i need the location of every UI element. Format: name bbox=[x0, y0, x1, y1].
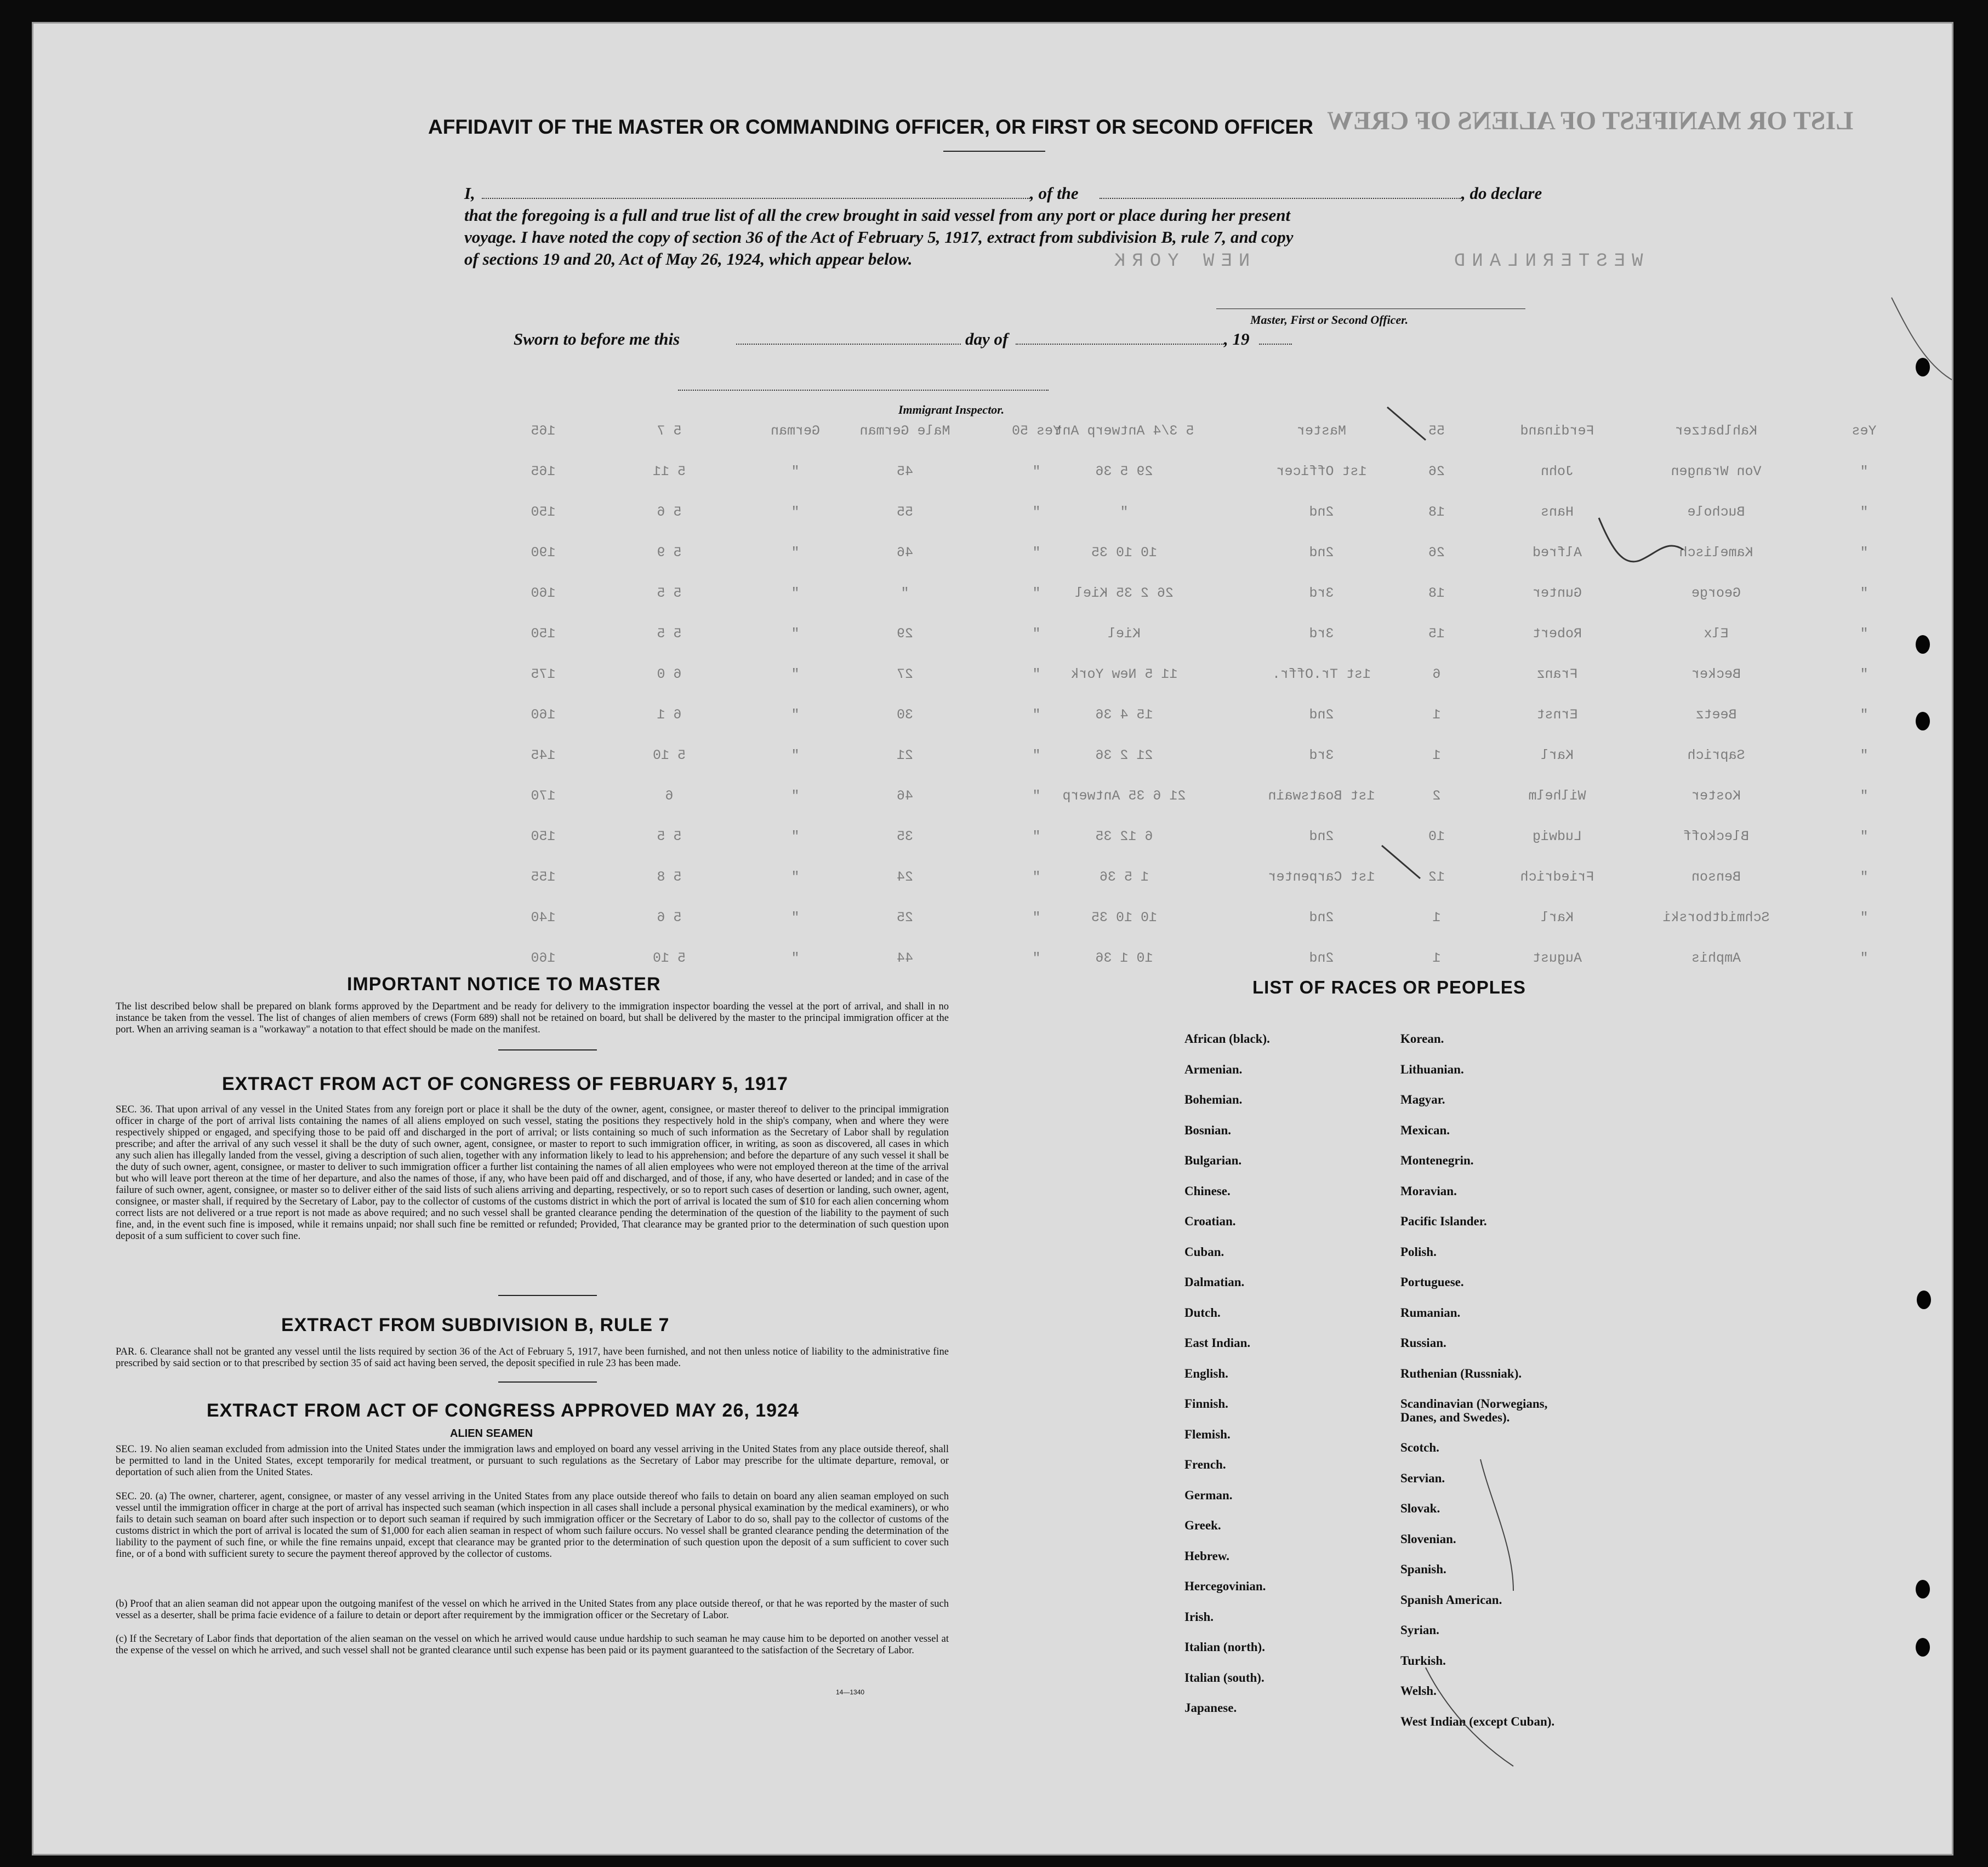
bleed-cell: Franz bbox=[1536, 666, 1578, 682]
race-item: Danes, and Swedes). bbox=[1400, 1410, 1510, 1424]
race-item: Lithuanian. bbox=[1400, 1062, 1464, 1076]
bleed-cell: 5 5 bbox=[657, 626, 682, 642]
extract-1924-sec20c: (c) If the Secretary of Labor finds that deportation of the alien seaman on the vessel on which he arrived would cause undue hardship to such seaman he may cause him to be deported on another vessel at the expense of the vessel on which he arrived, and such vessel shall not be granted clearance until such expense has been paid or its payment guaranteed to the satisfaction of the Secretary of Labor. bbox=[116, 1634, 949, 1656]
bleed-cell: Saprich bbox=[1687, 747, 1745, 763]
bleed-cell: August bbox=[1532, 950, 1582, 966]
rule7-title: EXTRACT FROM SUBDIVISION B, RULE 7 bbox=[281, 1315, 670, 1335]
bleed-cell: 6 12 35 bbox=[1095, 829, 1153, 844]
extract-1924-sec20b: (b) Proof that an alien seaman did not appear upon the outgoing manifest of the vessel on which he arrived in the United States from any place outside thereof, or that he was reported by the master of such vessel as a deserter, shall be prima facie evidence of a failure to detain or deport after requirement by the immigration officer or the Secretary of Labor. bbox=[116, 1598, 949, 1621]
bleed-cell: 15 4 36 bbox=[1095, 707, 1153, 723]
bleed-cell: Kiel bbox=[1107, 626, 1141, 642]
bleed-cell: 5 9 bbox=[657, 545, 682, 561]
manifest-sheet bbox=[32, 22, 1953, 1855]
bleed-cell: " bbox=[1860, 747, 1869, 763]
bleed-cell: 5 6 bbox=[657, 910, 682, 926]
race-item: Moravian. bbox=[1400, 1184, 1457, 1198]
bleed-cell: 3rd bbox=[1309, 585, 1334, 601]
bleed-cell: " bbox=[1032, 545, 1041, 561]
extract-1917-title: EXTRACT FROM ACT OF CONGRESS OF FEBRUARY 5, 1917 bbox=[222, 1074, 788, 1094]
bleed-cell: 6 bbox=[665, 788, 674, 804]
bleed-cell: 5 7 bbox=[657, 423, 682, 439]
bleed-cell: 55 bbox=[1428, 423, 1445, 439]
bleed-cell: " bbox=[791, 585, 800, 601]
bleed-cell: 2nd bbox=[1309, 950, 1334, 966]
bleed-cell: Becker bbox=[1691, 666, 1741, 682]
race-item: Turkish. bbox=[1400, 1653, 1446, 1668]
affidavit-of-the: , of the bbox=[1030, 184, 1079, 203]
bleed-cell: 1st Officer bbox=[1276, 464, 1367, 479]
extract-1924-title: EXTRACT FROM ACT OF CONGRESS APPROVED MAY 26, 1924 bbox=[207, 1400, 799, 1421]
bleed-cell: Buchole bbox=[1687, 504, 1745, 520]
extract-1924-sec19: SEC. 19. No alien seaman excluded from admission into the United States under the immigration laws and employed on board any vessel arriving in the United States from any place outside thereof, shall be permitted to land in the United States, except temporarily for medical treatment, or pursuant to such regulations as the Secretary of Labor may prescribe for the ultimate departure, removal, or deportation of such alien from the United States. bbox=[116, 1444, 949, 1478]
race-item: Scandinavian (Norwegians, bbox=[1400, 1397, 1548, 1411]
bleed-cell: " bbox=[901, 585, 909, 601]
bleed-cell: 160 bbox=[531, 585, 556, 601]
bleed-cell: " bbox=[1032, 707, 1041, 723]
bleed-cell: " bbox=[791, 707, 800, 723]
bleed-cell: Karl bbox=[1540, 910, 1574, 926]
bleed-cell: 5 3/4 Antwerp Ant bbox=[1054, 423, 1194, 439]
bleed-cell: 21 2 36 bbox=[1095, 747, 1153, 763]
punch-hole bbox=[1917, 1291, 1931, 1309]
race-item: French. bbox=[1184, 1458, 1226, 1471]
bleed-cell: 46 bbox=[896, 545, 914, 561]
bleed-cell: " bbox=[1032, 626, 1041, 642]
bleed-cell: Von Wrangen bbox=[1671, 464, 1762, 479]
bleed-cell: 145 bbox=[531, 747, 556, 763]
bleed-cell: 26 2 35 Kiel bbox=[1074, 585, 1174, 601]
bleed-cell: " bbox=[1032, 464, 1041, 479]
race-item: Japanese. bbox=[1184, 1701, 1237, 1715]
sworn-text: Sworn to before me this bbox=[514, 329, 680, 349]
race-item: Armenian. bbox=[1184, 1062, 1243, 1076]
race-item: Rumanian. bbox=[1400, 1305, 1461, 1320]
bleed-cell: 5 6 bbox=[657, 504, 682, 520]
bleed-cell: 26 bbox=[1428, 464, 1445, 479]
race-item: Flemish. bbox=[1184, 1427, 1231, 1441]
sworn-year: , 19 bbox=[1224, 329, 1250, 349]
form-number: 14—1340 bbox=[836, 1688, 865, 1696]
race-item: German. bbox=[1184, 1488, 1233, 1502]
bleed-cell: " bbox=[1032, 504, 1041, 520]
race-item: Hercegovinian. bbox=[1184, 1579, 1266, 1593]
bleed-cell: 140 bbox=[531, 910, 556, 926]
bleed-cell: " bbox=[1860, 666, 1869, 682]
master-caption: Master, First or Second Officer. bbox=[1250, 313, 1409, 327]
bleed-cell: 160 bbox=[531, 707, 556, 723]
bleed-cell: 44 bbox=[896, 950, 914, 966]
affidavit-line2: that the foregoing is a full and true list of all the crew brought in said vessel from any port or place during her present bbox=[464, 205, 1291, 225]
race-item: Ruthenian (Russniak). bbox=[1400, 1366, 1522, 1380]
bleed-cell: 2nd bbox=[1309, 545, 1334, 561]
bleed-vessel: WESTERNLAND bbox=[1448, 251, 1643, 272]
race-item: East Indian. bbox=[1184, 1336, 1251, 1350]
punch-hole bbox=[1916, 635, 1930, 654]
bleed-cell: 26 bbox=[1428, 545, 1445, 561]
bleed-cell: 1 bbox=[1432, 910, 1441, 926]
bleed-cell: 10 10 35 bbox=[1091, 910, 1158, 926]
race-item: Montenegrin. bbox=[1400, 1154, 1474, 1167]
race-item: African (black). bbox=[1184, 1032, 1270, 1046]
bleed-cell: " bbox=[1032, 666, 1041, 682]
race-item: Croatian. bbox=[1184, 1214, 1236, 1228]
bleed-cell: 2nd bbox=[1309, 504, 1334, 520]
bleed-cell: " bbox=[1032, 747, 1041, 763]
bleed-cell: 35 bbox=[896, 829, 914, 844]
bleed-cell: " bbox=[791, 829, 800, 844]
bleed-cell: Alfred bbox=[1532, 545, 1582, 561]
bleed-cell: 1 bbox=[1432, 747, 1441, 763]
race-item: Pacific Islander. bbox=[1400, 1214, 1487, 1228]
bleed-cell: 5 5 bbox=[657, 829, 682, 844]
bleed-cell: 190 bbox=[531, 545, 556, 561]
race-item: Finnish. bbox=[1184, 1397, 1228, 1411]
race-item: Korean. bbox=[1400, 1032, 1444, 1046]
bleed-cell: " bbox=[1860, 626, 1869, 642]
bleed-cell: Kamelisch bbox=[1679, 545, 1753, 561]
bleed-cell: 55 bbox=[896, 504, 914, 520]
bleed-cell: Bleckoff bbox=[1683, 829, 1750, 844]
bleed-cell: 1 bbox=[1432, 950, 1441, 966]
alien-seamen-subtitle: ALIEN SEAMEN bbox=[450, 1428, 533, 1440]
race-item: West Indian (except Cuban). bbox=[1400, 1714, 1555, 1728]
race-item: Spanish American. bbox=[1400, 1592, 1502, 1607]
bleed-cell: 21 bbox=[896, 747, 914, 763]
bleed-cell: 2 bbox=[1432, 788, 1441, 804]
rule7-text: PAR. 6. Clearance shall not be granted any vessel until the lists required by section 36 of the Act of February 5, 1917, have been furnished, and not then unless notice of liability to the administrative fine prescribed by said section or to that prescribed by section 35 of said act having been served, the deposit specified in rule 23 has been made. bbox=[116, 1346, 949, 1369]
bleed-cell: Elx bbox=[1704, 626, 1729, 642]
bleed-cell: 1st Tr.Offr. bbox=[1272, 666, 1371, 682]
notice-title: IMPORTANT NOTICE TO MASTER bbox=[347, 974, 661, 995]
race-item: Italian (south). bbox=[1184, 1670, 1264, 1685]
bleed-cell: Ferdinand bbox=[1520, 423, 1594, 439]
inspector-caption: Immigrant Inspector. bbox=[898, 403, 1005, 416]
bleed-cell: 5 10 bbox=[652, 747, 686, 763]
bleed-cell: 29 bbox=[896, 626, 914, 642]
bleed-cell: " bbox=[791, 747, 800, 763]
punch-hole bbox=[1916, 1638, 1930, 1657]
bleed-cell: 5 11 bbox=[652, 464, 686, 479]
race-item: Chinese. bbox=[1184, 1184, 1231, 1198]
bleed-cell: 10 bbox=[1428, 829, 1445, 844]
bleed-cell: 5 10 bbox=[652, 950, 686, 966]
bleed-cell: 155 bbox=[531, 869, 556, 885]
bleed-cell: 175 bbox=[531, 666, 556, 682]
race-item: Mexican. bbox=[1400, 1123, 1450, 1137]
extract-1924-sec20a: SEC. 20. (a) The owner, charterer, agent, consignee, or master of any vessel arriving in the United States from any place outside thereof who fails to detain on board any alien seaman employed on such vessel until the immigration officer in charge at the port of arrival has inspected such seaman (which inspection in all cases shall include a personal physical examination by the medical examiners), or who fails to detain such seaman on board after such inspection or to deport such seaman if required by such immigration officer or the Secretary of Labor to do so, shall pay to the collector of customs of the customs district in which the port of arrival is located the sum of $1,000 for each alien seaman in respect of whom such failure occurs. No vessel shall be granted clearance pending the determination of the liability to the payment of such fine, or while the fine remains unpaid, except that clearance may be granted prior to the determination of such question upon the deposit of a sum sufficient to cover such fine, or of a bond with sufficient surety to secure the payment thereof approved by the collector of customs. bbox=[116, 1491, 949, 1560]
punch-hole bbox=[1916, 712, 1930, 730]
extract-1917-text: SEC. 36. That upon arrival of any vessel in the United States from any foreign port or place it shall be the duty of the owner, agent, consignee, or master thereof to deliver to the principal immigration officer in charge of the port of arrival lists containing the names of all aliens employed on such vessel, stating the positions they respectively hold in the ship's company, when and where they were respectively shipped or engaged, and specifying those to be paid off and discharged in the port of arrival; or lists containing so much of such information as the Secretary of Labor shall by regulation prescribe; and after the arrival of any such vessel it shall be the duty of such owner, agent, consignee, or master to report to such immigration officer, in writing, as soon as discovered, all cases in which any such alien has illegally landed from the vessel, giving a description of such alien, together with any information likely to lead to his apprehension; and before the departure of any such vessel it shall be the duty of such owner, agent, consignee, or master to deliver to such immigration officer a further list containing the names of all alien employees who were not employed thereon at the time of the arrival but who will leave port thereon at the time of her departure, and also the names of those, if any, who have been paid off and discharged, and of those, if any, who have deserted or landed; and in case of the failure of such owner, agent, consignee, or master so to deliver either of the said lists of such aliens arriving and departing, respectively, or so to report such cases of desertion or landing, such owner, agent, consignee, or master shall, if required by the Secretary of Labor, pay to the collector of customs of the customs district in which the port of arrival is located the sum of $10 for each alien concerning whom correct lists are not delivered or a true report is not made as above required; and no such vessel shall be granted clearance pending the determination of the question of the liability to the payment of such fine, and, in the event such fine is imposed, while it remains unpaid; nor shall such fine be remitted or refunded; Provided, That clearance may be granted prior to the determination of such question upon deposit of a sum sufficient to cover such fine. bbox=[116, 1104, 949, 1242]
race-item: Welsh. bbox=[1400, 1684, 1437, 1698]
bleed-cell: 10 10 35 bbox=[1091, 545, 1158, 561]
affidavit-i: I, bbox=[464, 184, 475, 203]
bleed-cell: 6 0 bbox=[657, 666, 682, 682]
race-item: Servian. bbox=[1400, 1471, 1445, 1485]
bleed-cell: 30 bbox=[896, 707, 914, 723]
bleed-cell: " bbox=[1860, 464, 1869, 479]
bleed-cell: " bbox=[1032, 910, 1041, 926]
race-item: Italian (north). bbox=[1184, 1640, 1265, 1654]
race-item: Greek. bbox=[1184, 1518, 1221, 1532]
bleed-header: LIST OR MANIFEST OF ALIENS OF CREW bbox=[1327, 106, 1854, 135]
bleed-cell: Benson bbox=[1691, 869, 1741, 885]
bleed-cell: 11 5 New York bbox=[1070, 666, 1178, 682]
bleed-cell: " bbox=[1860, 788, 1869, 804]
race-item: Portuguese. bbox=[1400, 1275, 1464, 1289]
bleed-cell: " bbox=[1860, 869, 1869, 885]
bleed-cell: 165 bbox=[531, 464, 556, 479]
bleed-cell: " bbox=[1860, 910, 1869, 926]
bleed-cell: 27 bbox=[896, 666, 914, 682]
bleed-cell: Kahlbatzer bbox=[1674, 423, 1758, 439]
bleed-cell: " bbox=[791, 788, 800, 804]
bleed-cell: " bbox=[1120, 504, 1129, 520]
bleed-cell: " bbox=[1032, 788, 1041, 804]
bleed-cell: 3rd bbox=[1309, 626, 1334, 642]
affidavit-declare: , do declare bbox=[1461, 184, 1542, 203]
bleed-cell: " bbox=[1032, 950, 1041, 966]
bleed-cell: Amphis bbox=[1691, 950, 1741, 966]
races-title: LIST OF RACES OR PEOPLES bbox=[1252, 977, 1526, 997]
bleed-cell: Karl bbox=[1540, 747, 1574, 763]
bleed-cell: Friedrich bbox=[1520, 869, 1594, 885]
race-item: Slovenian. bbox=[1400, 1532, 1456, 1546]
race-item: Dalmatian. bbox=[1184, 1275, 1245, 1289]
bleed-cell: 21 6 35 Antwerp bbox=[1062, 788, 1186, 804]
bleed-cell: " bbox=[1032, 869, 1041, 885]
bleed-cell: Beetz bbox=[1695, 707, 1737, 723]
bleed-cell: 12 bbox=[1428, 869, 1445, 885]
race-item: Scotch. bbox=[1400, 1441, 1439, 1455]
affidavit-title: AFFIDAVIT OF THE MASTER OR COMMANDING OFFICER, OR FIRST OR SECOND OFFICER bbox=[428, 116, 1313, 138]
race-item: Polish. bbox=[1400, 1244, 1437, 1259]
affidavit-line4: of sections 19 and 20, Act of May 26, 1924, which appear below. bbox=[464, 249, 913, 269]
race-item: Russian. bbox=[1400, 1336, 1446, 1350]
race-item: Magyar. bbox=[1400, 1093, 1445, 1106]
bleed-cell: 1st Boatswain bbox=[1268, 788, 1375, 804]
race-item: English. bbox=[1184, 1366, 1228, 1380]
bleed-cell: " bbox=[1860, 950, 1869, 966]
race-item: Hebrew. bbox=[1184, 1549, 1229, 1563]
bleed-cell: 24 bbox=[896, 869, 914, 885]
race-item: Spanish. bbox=[1400, 1562, 1446, 1577]
race-item: Bulgarian. bbox=[1184, 1154, 1242, 1167]
bleed-cell: Schmidtborski bbox=[1662, 910, 1770, 926]
bleed-cell: Gunter bbox=[1532, 585, 1582, 601]
race-item: Irish. bbox=[1184, 1609, 1214, 1624]
bleed-cell: 46 bbox=[896, 788, 914, 804]
race-item: Syrian. bbox=[1400, 1623, 1439, 1637]
bleed-cell: 6 bbox=[1432, 666, 1441, 682]
bleed-cell: 2nd bbox=[1309, 910, 1334, 926]
race-item: Dutch. bbox=[1184, 1305, 1221, 1320]
bleed-cell: 15 bbox=[1428, 626, 1445, 642]
affidavit-line3: voyage. I have noted the copy of section 36 of the Act of February 5, 1917, extract from subdivision B, rule 7, and copy bbox=[464, 227, 1294, 247]
bleed-cell: " bbox=[791, 504, 800, 520]
bleed-cell: Ludwig bbox=[1532, 829, 1582, 844]
sworn-day-of: day of bbox=[965, 329, 1009, 349]
bleed-cell: 2nd bbox=[1309, 829, 1334, 844]
bleed-cell: 18 bbox=[1428, 504, 1445, 520]
handwritten-annotations bbox=[33, 24, 1952, 1854]
bleed-cell: 1st Carpenter bbox=[1268, 869, 1375, 885]
bleed-cell: " bbox=[1860, 829, 1869, 844]
bleed-cell: 6 1 bbox=[657, 707, 682, 723]
bleed-cell: 5 5 bbox=[657, 585, 682, 601]
bleed-cell: " bbox=[1032, 829, 1041, 844]
bleed-cell: " bbox=[791, 910, 800, 926]
bleed-cell: " bbox=[791, 869, 800, 885]
bleed-cell: 3rd bbox=[1309, 747, 1334, 763]
notice-text: The list described below shall be prepared on blank forms approved by the Department and be ready for delivery to the immigration inspector boarding the vessel at the port of arrival, and shall in no instance be taken from the vessel. The list of changes of alien members of crews (Form 689) shall not be retained on board, but shall be delivered by the master to the principal immigration officer at the port. When an arriving seaman is a "workaway" a notation to that effect should be made on the manifest. bbox=[116, 1001, 949, 1035]
bleed-cell: 1 5 36 bbox=[1099, 869, 1149, 885]
punch-hole bbox=[1916, 1580, 1930, 1598]
bleed-cell: " bbox=[791, 464, 800, 479]
bleed-cell: 18 bbox=[1428, 585, 1445, 601]
bleed-cell: " bbox=[1860, 707, 1869, 723]
bleed-cell: 2nd bbox=[1309, 707, 1334, 723]
bleed-cell: " bbox=[791, 666, 800, 682]
bleed-cell: Master bbox=[1296, 423, 1347, 439]
bleed-cell: " bbox=[1860, 585, 1869, 601]
race-item: Bohemian. bbox=[1184, 1093, 1243, 1106]
bleed-cell: 150 bbox=[531, 626, 556, 642]
bleed-cell: Koster bbox=[1691, 788, 1741, 804]
bleed-cell: Ernst bbox=[1536, 707, 1578, 723]
bleed-cell: 150 bbox=[531, 504, 556, 520]
bleed-cell: " bbox=[1860, 545, 1869, 561]
bleed-cell: Wilhelm bbox=[1528, 788, 1586, 804]
punch-hole bbox=[1916, 358, 1930, 376]
bleed-cell: 170 bbox=[531, 788, 556, 804]
bleed-cell: 160 bbox=[531, 950, 556, 966]
bleed-cell: 29 5 36 bbox=[1095, 464, 1153, 479]
bleed-cell: Male German bbox=[859, 423, 950, 439]
bleed-cell: George bbox=[1691, 585, 1741, 601]
bleed-cell: 5 8 bbox=[657, 869, 682, 885]
bleed-cell: 10 1 36 bbox=[1095, 950, 1153, 966]
bleed-cell: German bbox=[770, 423, 821, 439]
bleed-cell: Hans bbox=[1540, 504, 1574, 520]
bleed-cell: " bbox=[791, 950, 800, 966]
bleed-cell: " bbox=[1860, 504, 1869, 520]
bleed-cell: Robert bbox=[1532, 626, 1582, 642]
bleed-cell: " bbox=[1032, 585, 1041, 601]
bleed-port: NEW YORK bbox=[1108, 251, 1250, 272]
bleed-cell: 150 bbox=[531, 829, 556, 844]
bleed-cell: 25 bbox=[896, 910, 914, 926]
bleed-cell: Yes bbox=[1852, 423, 1877, 439]
race-item: Cuban. bbox=[1184, 1244, 1224, 1259]
bleed-cell: 165 bbox=[531, 423, 556, 439]
race-item: Bosnian. bbox=[1184, 1123, 1232, 1137]
bleed-cell: John bbox=[1540, 464, 1574, 479]
bleed-cell: 45 bbox=[896, 464, 914, 479]
bleed-cell: 1 bbox=[1432, 707, 1441, 723]
race-item: Slovak. bbox=[1400, 1501, 1440, 1516]
bleed-cell: Yes 50 bbox=[1011, 423, 1062, 439]
bleed-cell: " bbox=[791, 626, 800, 642]
bleed-cell: " bbox=[791, 545, 800, 561]
